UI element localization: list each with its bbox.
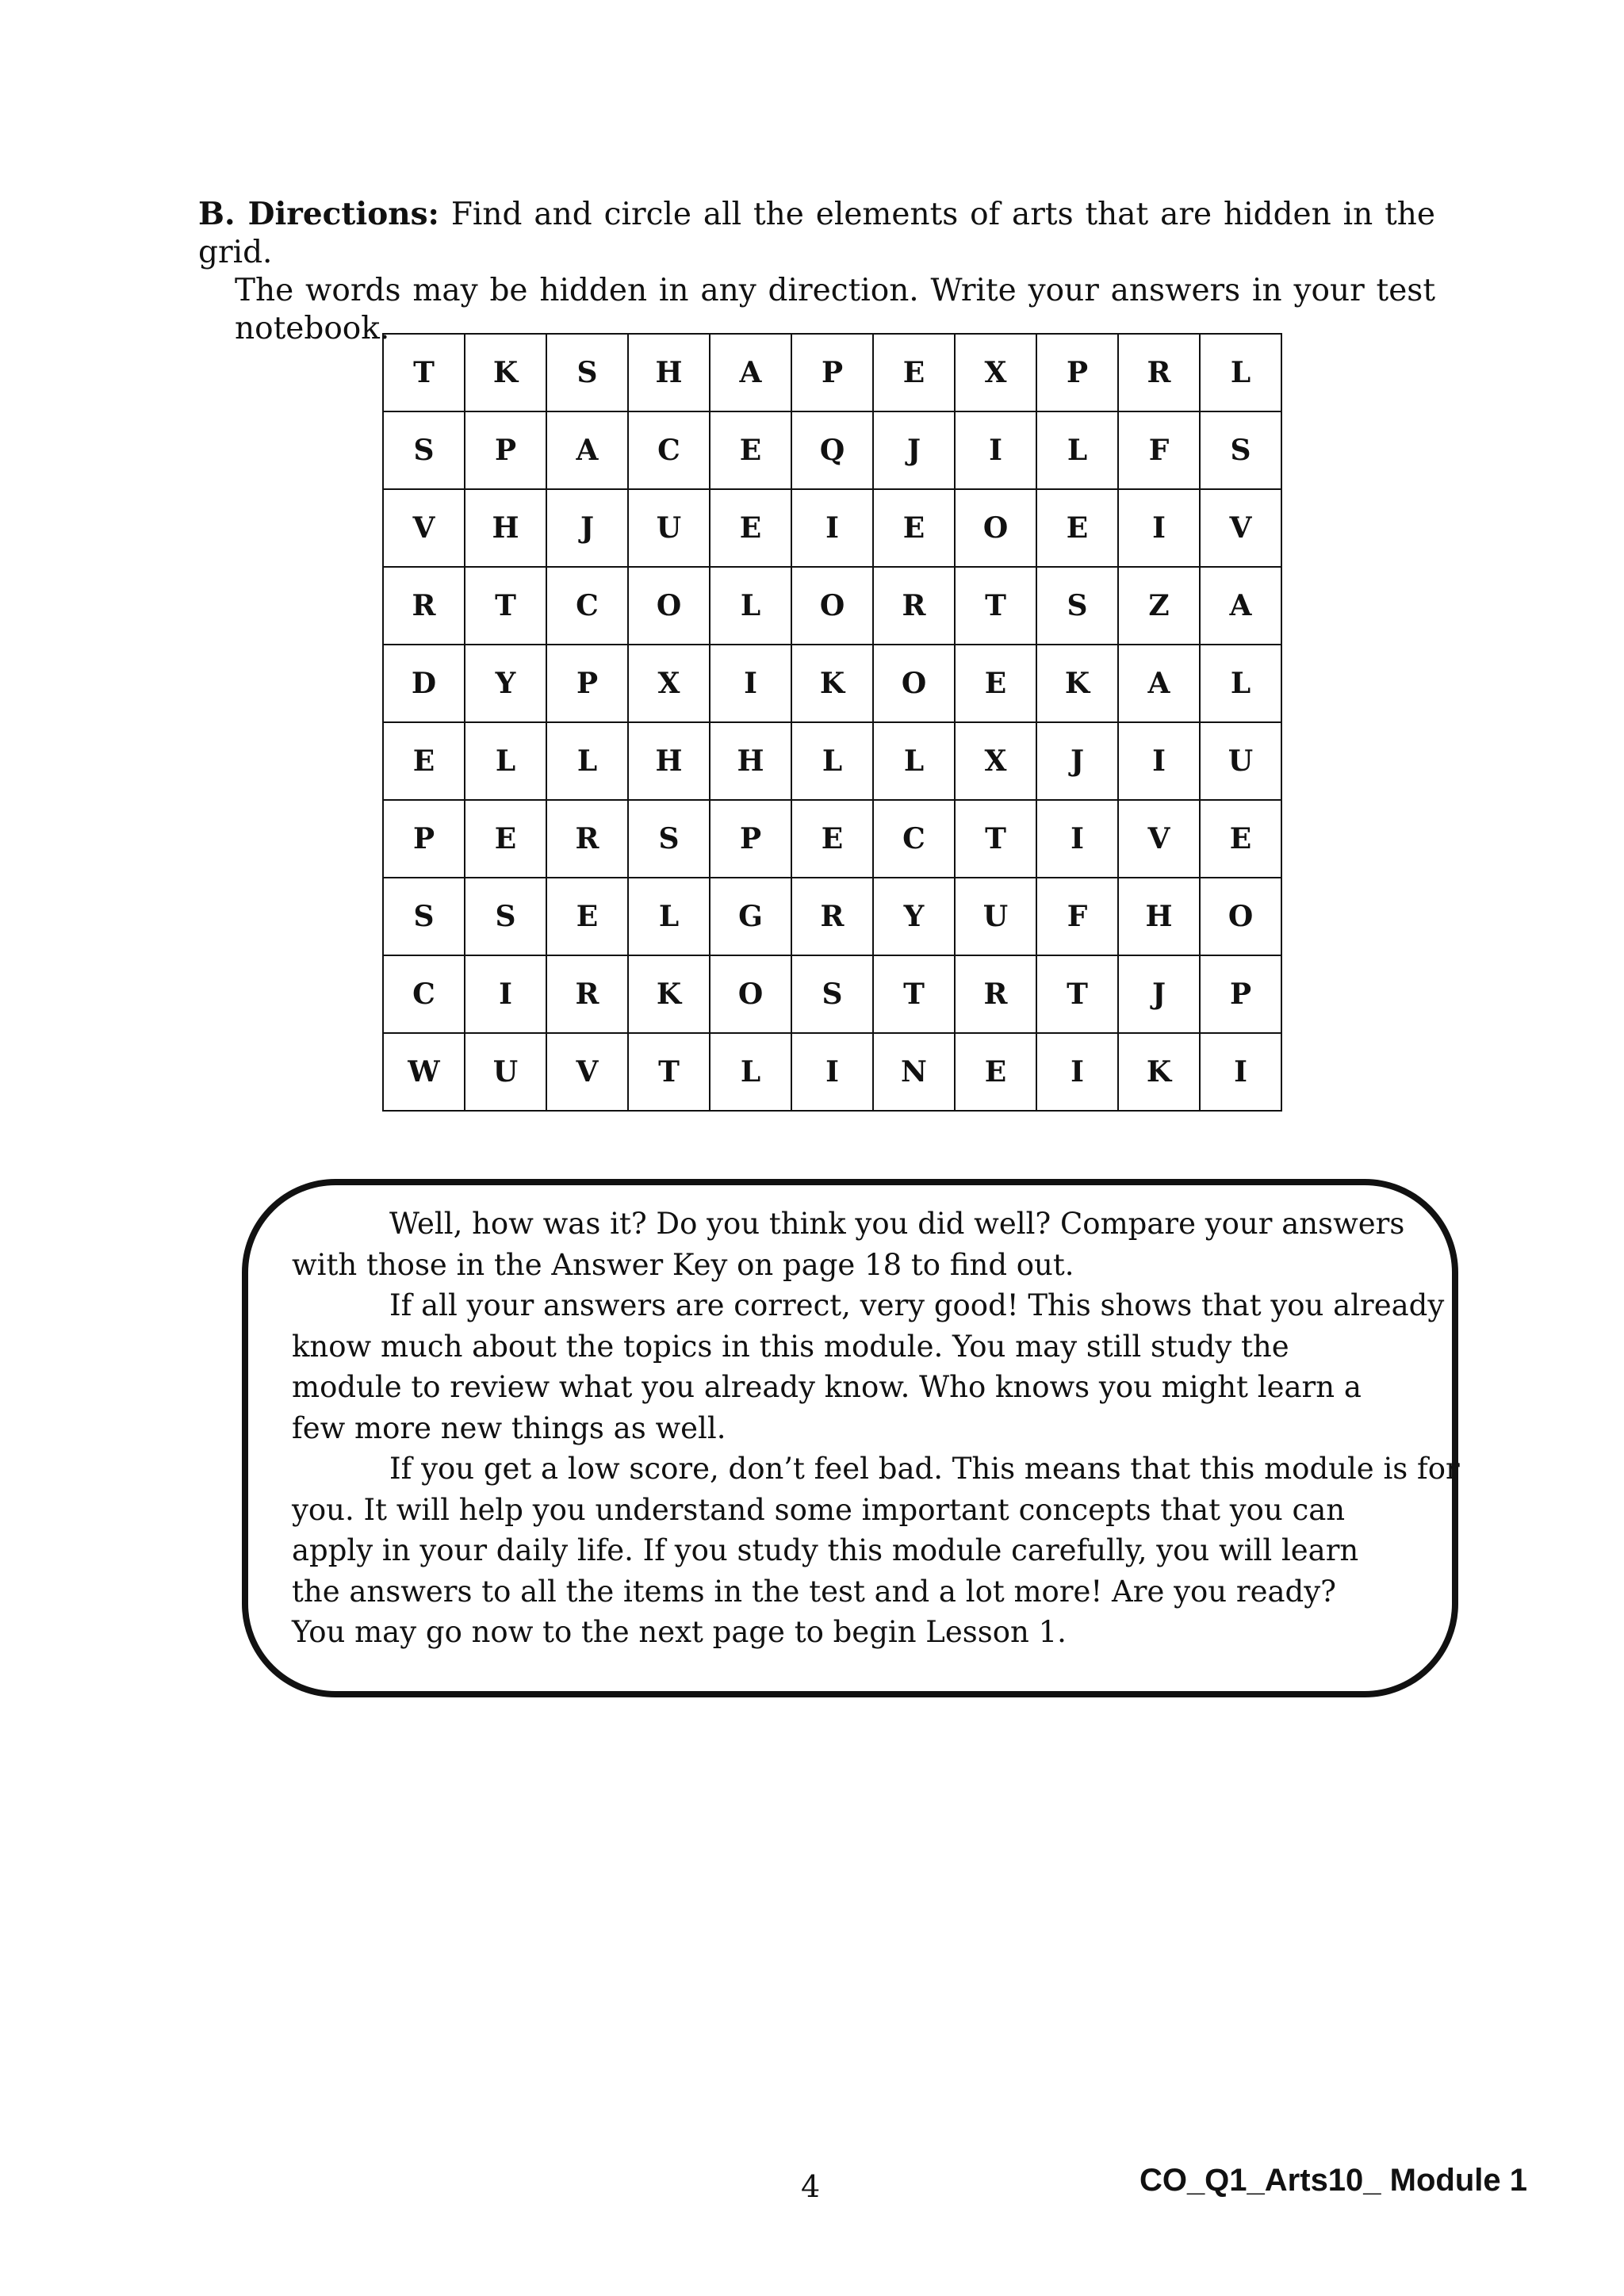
grid-cell: J [1118, 955, 1200, 1033]
directions-label: B. Directions: [198, 196, 439, 232]
grid-cell: N [873, 1033, 955, 1111]
grid-cell: L [1200, 645, 1281, 722]
grid-cell: L [873, 722, 955, 800]
grid-row [383, 567, 1281, 645]
grid-cell: U [465, 1033, 546, 1111]
grid-cell: R [1118, 334, 1200, 411]
grid-cell: E [710, 489, 791, 567]
grid-cell: X [628, 645, 710, 722]
grid-cell: L [628, 878, 710, 955]
grid-cell: A [546, 411, 628, 489]
note-line: few more new things as well. [292, 1410, 726, 1445]
note-line: with those in the Answer Key on page 18 to find out. [292, 1247, 1074, 1282]
grid-cell: T [955, 800, 1036, 878]
grid-cell: U [628, 489, 710, 567]
grid-row [383, 878, 1281, 955]
note-line: module to review what you already know. Who knows you might learn a [292, 1370, 1362, 1404]
grid-cell: E [791, 800, 873, 878]
grid-cell: E [1036, 489, 1118, 567]
grid-cell: L [1200, 334, 1281, 411]
directions-line-2: The words may be hidden in any direction. Write your answers in your test [235, 273, 1435, 308]
grid-cell: L [465, 722, 546, 800]
note-line: Well, how was it? Do you think you did well? Compare your answers [389, 1207, 1405, 1241]
grid-row [383, 800, 1281, 878]
grid-cell: T [873, 955, 955, 1033]
grid-cell: E [955, 1033, 1036, 1111]
grid-cell: S [383, 878, 465, 955]
directions-block [198, 195, 1435, 348]
note-line: know much about the topics in this module. You may still study the [292, 1329, 1289, 1364]
note-text [292, 1203, 1460, 1653]
page-number: 4 [801, 2169, 821, 2204]
grid-cell: S [791, 955, 873, 1033]
grid-cell: K [1036, 645, 1118, 722]
note-line: the answers to all the items in the test and a lot more! Are you ready? [292, 1574, 1336, 1609]
grid-row [383, 411, 1281, 489]
grid-row [383, 489, 1281, 567]
directions-text-1: Find and circle all the elements of arts that are hidden in the grid. [198, 197, 1436, 270]
grid-cell: C [628, 411, 710, 489]
grid-cell: O [873, 645, 955, 722]
grid-cell: L [710, 1033, 791, 1111]
grid-cell: K [1118, 1033, 1200, 1111]
grid-cell: K [465, 334, 546, 411]
grid-cell: R [791, 878, 873, 955]
grid-cell: P [383, 800, 465, 878]
note-line: You may go now to the next page to begin Lesson 1. [292, 1615, 1067, 1649]
word-search-grid [382, 333, 1282, 1112]
grid-cell: T [628, 1033, 710, 1111]
grid-row [383, 722, 1281, 800]
grid-cell: V [383, 489, 465, 567]
grid-cell: I [465, 955, 546, 1033]
grid-cell: E [873, 334, 955, 411]
grid-cell: S [1200, 411, 1281, 489]
grid-cell: Y [873, 878, 955, 955]
grid-cell: P [1036, 334, 1118, 411]
grid-cell: L [546, 722, 628, 800]
grid-cell: T [465, 567, 546, 645]
grid-cell: O [1200, 878, 1281, 955]
grid-row [383, 1033, 1281, 1111]
grid-cell: X [955, 722, 1036, 800]
grid-cell: R [383, 567, 465, 645]
grid-cell: I [955, 411, 1036, 489]
grid-cell: T [1036, 955, 1118, 1033]
grid-cell: J [1036, 722, 1118, 800]
grid-cell: S [465, 878, 546, 955]
grid-cell: F [1118, 411, 1200, 489]
grid-cell: V [1200, 489, 1281, 567]
grid-cell: E [383, 722, 465, 800]
grid-cell: L [710, 567, 791, 645]
grid-cell: T [955, 567, 1036, 645]
grid-cell: A [1200, 567, 1281, 645]
grid-cell: P [465, 411, 546, 489]
directions-line-3: notebook. [235, 311, 390, 346]
grid-cell: S [546, 334, 628, 411]
grid-cell: K [628, 955, 710, 1033]
grid-cell: S [1036, 567, 1118, 645]
grid-cell: C [383, 955, 465, 1033]
grid-cell: P [1200, 955, 1281, 1033]
grid-cell: C [546, 567, 628, 645]
grid-cell: K [791, 645, 873, 722]
module-code: CO_Q1_Arts10_ Module 1 [1139, 2163, 1527, 2198]
grid-cell: H [628, 722, 710, 800]
grid-cell: E [955, 645, 1036, 722]
grid-cell: U [1200, 722, 1281, 800]
grid-cell: X [955, 334, 1036, 411]
grid-cell: P [791, 334, 873, 411]
grid-cell: L [1036, 411, 1118, 489]
grid-cell: P [710, 800, 791, 878]
grid-cell: G [710, 878, 791, 955]
grid-cell: F [1036, 878, 1118, 955]
grid-cell: A [1118, 645, 1200, 722]
grid-cell: R [546, 955, 628, 1033]
grid-cell: W [383, 1033, 465, 1111]
grid-cell: E [710, 411, 791, 489]
grid-cell: I [710, 645, 791, 722]
grid-cell: E [873, 489, 955, 567]
note-line: apply in your daily life. If you study this module carefully, you will learn [292, 1533, 1359, 1567]
grid-cell: R [873, 567, 955, 645]
grid-cell: I [791, 489, 873, 567]
grid-cell: U [955, 878, 1036, 955]
grid-cell: C [873, 800, 955, 878]
grid-cell: I [1200, 1033, 1281, 1111]
grid-cell: O [955, 489, 1036, 567]
grid-cell: R [955, 955, 1036, 1033]
grid-cell: O [710, 955, 791, 1033]
grid-cell: V [546, 1033, 628, 1111]
grid-cell: Y [465, 645, 546, 722]
grid-cell: I [1036, 1033, 1118, 1111]
grid-row [383, 334, 1281, 411]
grid-cell: A [710, 334, 791, 411]
grid-cell: O [791, 567, 873, 645]
grid-cell: Z [1118, 567, 1200, 645]
grid-cell: V [1118, 800, 1200, 878]
note-line: you. It will help you understand some important concepts that you can [292, 1492, 1346, 1527]
grid-cell: R [546, 800, 628, 878]
grid-cell: E [546, 878, 628, 955]
note-line: If all your answers are correct, very good! This shows that you already [389, 1288, 1445, 1322]
grid-cell: H [1118, 878, 1200, 955]
grid-cell: J [546, 489, 628, 567]
grid-cell: O [628, 567, 710, 645]
grid-cell: I [1118, 722, 1200, 800]
grid-cell: H [465, 489, 546, 567]
grid-row [383, 955, 1281, 1033]
grid-cell: H [710, 722, 791, 800]
note-line: If you get a low score, don’t feel bad. This means that this module is for [389, 1452, 1460, 1486]
grid-cell: S [628, 800, 710, 878]
grid-cell: J [873, 411, 955, 489]
grid-cell: D [383, 645, 465, 722]
grid-cell: S [383, 411, 465, 489]
grid-cell: I [1036, 800, 1118, 878]
directions-line-1 [198, 195, 1435, 272]
grid-cell: E [465, 800, 546, 878]
grid-cell: Q [791, 411, 873, 489]
grid-cell: I [1118, 489, 1200, 567]
grid-cell: P [546, 645, 628, 722]
grid-cell: L [791, 722, 873, 800]
grid-cell: E [1200, 800, 1281, 878]
grid-cell: I [791, 1033, 873, 1111]
grid-row [383, 645, 1281, 722]
grid-cell: T [383, 334, 465, 411]
grid-cell: H [628, 334, 710, 411]
